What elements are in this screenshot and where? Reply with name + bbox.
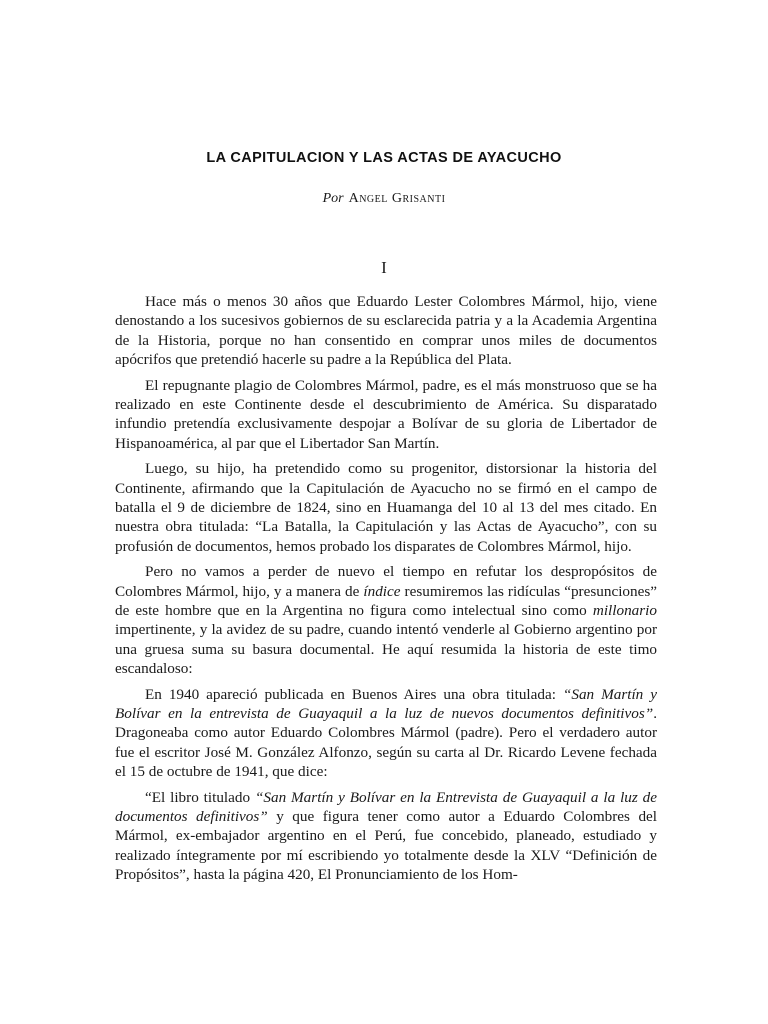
paragraph (115, 459, 657, 555)
paragraph (115, 685, 657, 781)
italic-text: “San Martín y Bolívar en la Entrevista de Guayaquil a la luz de documentos definitivos” (115, 788, 658, 825)
italic-text: índice (363, 582, 401, 600)
section-number: I (381, 258, 387, 277)
text-run: Luego, su hijo, ha pretendido como su progenitor, distorsionar la historia del Continente, afirmando que la Capitulación de Ayacucho no se firmó en el campo de batalla el 9 de diciembre de 1824, sino en Huamanga del 10 al 13 del mes citado. En nuestra obra titulada: “La Batalla, la Capitulación y las Actas de Ayacucho”, con su profusión de documentos, hemos probado los disparates de Colombres Mármol, hijo. (115, 460, 657, 555)
byline-prefix: Por (322, 191, 344, 206)
text-run: El repugnante plagio de Colombres Mármol, padre, es el más monstruoso que se ha realizado en este Continente desde el descubrimiento de América. Su disparatado infundio pretendía exclusivamente despojar a Bolívar de su gloria de Libertador de Hispanoamérica, al par que el Libertador San Martín. (115, 376, 657, 452)
text-run: En 1940 apareció publicada en Buenos Aires una obra titulada: (145, 685, 563, 703)
article-title: LA CAPITULACION Y LAS ACTAS DE AYACUCHO (206, 150, 562, 166)
text-run: . Dragoneaba como autor Eduardo Colombres Mármol (padre). Pero el verdadero autor fue el escritor José M. González Alfonzo, según su carta al Dr. Ricardo Levene fechada el 15 de octubre de 1941, que dice: (115, 704, 657, 780)
paragraph (115, 788, 657, 884)
byline (0, 191, 768, 207)
paragraph (115, 292, 657, 369)
paragraph (115, 376, 657, 453)
article-body (115, 292, 657, 891)
text-run: impertinente, y la avidez de su padre, cuando intentó venderle al Gobierno argentino por una gruesa suma su basura documental. He aquí resumida la historia de este timo escandaloso: (115, 621, 657, 677)
italic-text: millonario (592, 601, 657, 619)
italic-text: “San Martín y Bolívar en la entrevista de Guayaquil a la luz de nuevos documentos definitivos” (115, 685, 657, 722)
text-run: “El libro titulado (145, 788, 255, 806)
text-run: Pero no vamos a perder de nuevo el tiempo en refutar los despropósitos de Colombres Mármol, hijo, y a manera de (115, 563, 657, 600)
text-run: Hace más o menos 30 años que Eduardo Lester Colombres Mármol, hijo, viene denostando a los sucesivos gobiernos de su esclarecida patria y a la Academia Argentina de la Historia, porque no han consentido en comprar unos miles de documentos apócrifos que pretendió hacerle su padre a la República del Plata. (115, 293, 657, 368)
byline-author: Angel Grisanti (348, 191, 446, 206)
text-run: y que figura tener como autor a Eduardo Colombres del Mármol, ex-embajador argentino en el Perú, fue concebido, planeado, estudiado y realizado íntegramente por mí escribiendo yo totalmente desde la XLV “Definición de Propósitos”, hasta la página 420, El Pronunciamiento de los Hom- (115, 807, 657, 883)
text-run: resumiremos las ridículas “presunciones” de este hombre que en la Argentina no figura como intelectual sino como (115, 582, 657, 619)
paragraph (115, 562, 657, 678)
